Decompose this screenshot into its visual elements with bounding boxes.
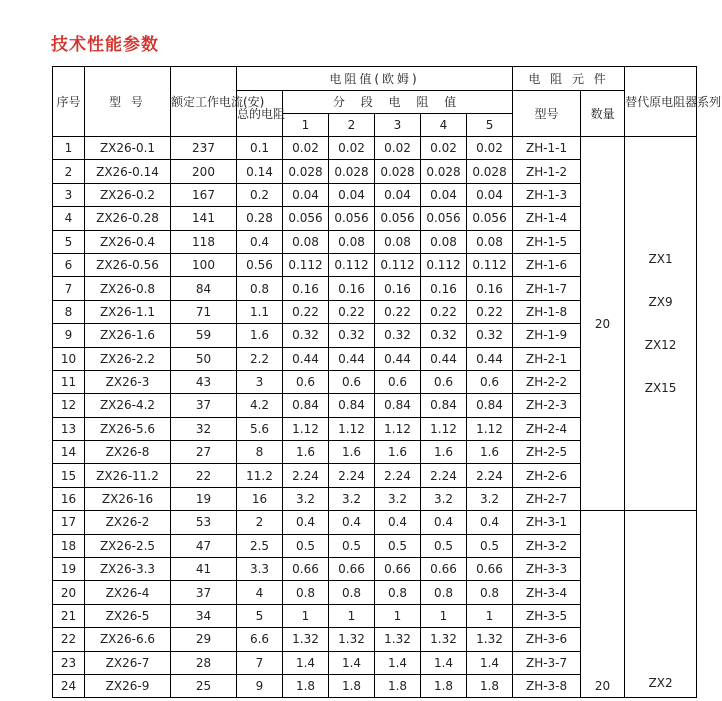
segment-2-cell: 1.12 xyxy=(329,417,375,440)
current-cell: 32 xyxy=(171,417,237,440)
header-element-model: 型号 xyxy=(513,91,581,137)
segment-3-cell: 0.112 xyxy=(375,253,421,276)
model-cell: ZX26-3.3 xyxy=(85,558,171,581)
segment-3-cell: 0.028 xyxy=(375,160,421,183)
seq-cell: 10 xyxy=(53,347,85,370)
total-resistance-cell: 7 xyxy=(237,651,283,674)
segment-4-cell: 0.8 xyxy=(421,581,467,604)
segment-1-cell: 0.6 xyxy=(283,370,329,393)
segment-5-cell: 3.2 xyxy=(467,487,513,510)
element-model-cell: ZH-3-5 xyxy=(513,604,581,627)
segment-1-cell: 0.66 xyxy=(283,558,329,581)
segment-3-cell: 0.84 xyxy=(375,394,421,417)
current-cell: 29 xyxy=(171,628,237,651)
total-resistance-cell: 0.2 xyxy=(237,183,283,206)
segment-4-cell: 0.02 xyxy=(421,137,467,160)
quantity-cell: 20 xyxy=(581,137,625,511)
segment-4-cell: 0.16 xyxy=(421,277,467,300)
total-resistance-cell: 0.4 xyxy=(237,230,283,253)
segment-3-cell: 0.44 xyxy=(375,347,421,370)
total-resistance-cell: 5 xyxy=(237,604,283,627)
replace-series-item: ZX15 xyxy=(644,380,677,395)
total-resistance-cell: 16 xyxy=(237,487,283,510)
current-cell: 25 xyxy=(171,674,237,697)
model-cell: ZX26-3 xyxy=(85,370,171,393)
segment-3-cell: 0.4 xyxy=(375,511,421,534)
segment-5-cell: 0.028 xyxy=(467,160,513,183)
total-resistance-cell: 0.28 xyxy=(237,207,283,230)
model-cell: ZX26-2.2 xyxy=(85,347,171,370)
segment-4-cell: 0.22 xyxy=(421,300,467,323)
segment-5-cell: 0.8 xyxy=(467,581,513,604)
current-cell: 237 xyxy=(171,137,237,160)
segment-2-cell: 1.8 xyxy=(329,674,375,697)
segment-1-cell: 0.84 xyxy=(283,394,329,417)
current-cell: 43 xyxy=(171,370,237,393)
segment-3-cell: 0.22 xyxy=(375,300,421,323)
total-resistance-cell: 11.2 xyxy=(237,464,283,487)
total-resistance-cell: 4 xyxy=(237,581,283,604)
seq-cell: 7 xyxy=(53,277,85,300)
header-seq: 序号 xyxy=(53,67,85,137)
replace-series-cell xyxy=(625,511,697,698)
segment-3-cell: 0.08 xyxy=(375,230,421,253)
segment-2-cell: 0.02 xyxy=(329,137,375,160)
seq-cell: 2 xyxy=(53,160,85,183)
element-model-cell: ZH-1-1 xyxy=(513,137,581,160)
segment-3-cell: 0.32 xyxy=(375,324,421,347)
segment-3-cell: 3.2 xyxy=(375,487,421,510)
header-segment-2: 2 xyxy=(329,114,375,137)
segment-2-cell: 0.4 xyxy=(329,511,375,534)
segment-2-cell: 0.8 xyxy=(329,581,375,604)
segment-3-cell: 1 xyxy=(375,604,421,627)
total-resistance-cell: 2.5 xyxy=(237,534,283,557)
seq-cell: 17 xyxy=(53,511,85,534)
model-cell: ZX26-1.6 xyxy=(85,324,171,347)
segment-4-cell: 0.84 xyxy=(421,394,467,417)
segment-4-cell: 0.056 xyxy=(421,207,467,230)
seq-cell: 22 xyxy=(53,628,85,651)
seq-cell: 5 xyxy=(53,230,85,253)
table-row xyxy=(53,137,697,160)
segment-1-cell: 1.4 xyxy=(283,651,329,674)
total-resistance-cell: 3 xyxy=(237,370,283,393)
segment-4-cell: 1.4 xyxy=(421,651,467,674)
model-cell: ZX26-0.1 xyxy=(85,137,171,160)
segment-1-cell: 3.2 xyxy=(283,487,329,510)
model-cell: ZX26-2.5 xyxy=(85,534,171,557)
total-resistance-cell: 1.1 xyxy=(237,300,283,323)
segment-3-cell: 0.66 xyxy=(375,558,421,581)
segment-1-cell: 0.16 xyxy=(283,277,329,300)
header-segment-1: 1 xyxy=(283,114,329,137)
model-cell: ZX26-4.2 xyxy=(85,394,171,417)
model-cell: ZX26-8 xyxy=(85,441,171,464)
current-cell: 167 xyxy=(171,183,237,206)
segment-2-cell: 0.5 xyxy=(329,534,375,557)
seq-cell: 13 xyxy=(53,417,85,440)
segment-4-cell: 3.2 xyxy=(421,487,467,510)
total-resistance-cell: 1.6 xyxy=(237,324,283,347)
segment-1-cell: 2.24 xyxy=(283,464,329,487)
segment-2-cell: 0.32 xyxy=(329,324,375,347)
total-resistance-cell: 0.8 xyxy=(237,277,283,300)
segment-4-cell: 0.08 xyxy=(421,230,467,253)
element-model-cell: ZH-1-9 xyxy=(513,324,581,347)
header-segment-3: 3 xyxy=(375,114,421,137)
seq-cell: 8 xyxy=(53,300,85,323)
segment-5-cell: 1.8 xyxy=(467,674,513,697)
segment-4-cell: 1 xyxy=(421,604,467,627)
total-resistance-cell: 4.2 xyxy=(237,394,283,417)
model-cell: ZX26-16 xyxy=(85,487,171,510)
segment-5-cell: 0.08 xyxy=(467,230,513,253)
segment-1-cell: 0.056 xyxy=(283,207,329,230)
seq-cell: 24 xyxy=(53,674,85,697)
current-cell: 53 xyxy=(171,511,237,534)
current-cell: 141 xyxy=(171,207,237,230)
segment-5-cell: 0.22 xyxy=(467,300,513,323)
total-resistance-cell: 0.14 xyxy=(237,160,283,183)
segment-4-cell: 0.66 xyxy=(421,558,467,581)
segment-1-cell: 1.32 xyxy=(283,628,329,651)
quantity-cell: 20 xyxy=(581,511,625,698)
element-model-cell: ZH-2-5 xyxy=(513,441,581,464)
replace-series-cell xyxy=(625,137,697,511)
element-model-cell: ZH-3-8 xyxy=(513,674,581,697)
table-row xyxy=(53,511,697,534)
replace-series-item: ZX2 xyxy=(648,676,673,691)
segment-4-cell: 0.32 xyxy=(421,324,467,347)
segment-1-cell: 0.4 xyxy=(283,511,329,534)
seq-cell: 20 xyxy=(53,581,85,604)
element-model-cell: ZH-3-1 xyxy=(513,511,581,534)
element-model-cell: ZH-3-7 xyxy=(513,651,581,674)
segment-4-cell: 1.6 xyxy=(421,441,467,464)
current-cell: 59 xyxy=(171,324,237,347)
element-model-cell: ZH-2-4 xyxy=(513,417,581,440)
segment-2-cell: 1.4 xyxy=(329,651,375,674)
segment-3-cell: 0.6 xyxy=(375,370,421,393)
segment-2-cell: 0.44 xyxy=(329,347,375,370)
seq-cell: 1 xyxy=(53,137,85,160)
segment-1-cell: 0.02 xyxy=(283,137,329,160)
model-cell: ZX26-1.1 xyxy=(85,300,171,323)
segment-1-cell: 1.8 xyxy=(283,674,329,697)
current-cell: 100 xyxy=(171,253,237,276)
segment-5-cell: 0.04 xyxy=(467,183,513,206)
current-cell: 47 xyxy=(171,534,237,557)
replace-series-list xyxy=(625,238,696,410)
model-cell: ZX26-0.28 xyxy=(85,207,171,230)
current-cell: 19 xyxy=(171,487,237,510)
seq-cell: 6 xyxy=(53,253,85,276)
model-cell: ZX26-0.8 xyxy=(85,277,171,300)
total-resistance-cell: 8 xyxy=(237,441,283,464)
replace-series-list xyxy=(625,673,696,693)
segment-5-cell: 1 xyxy=(467,604,513,627)
total-resistance-cell: 6.6 xyxy=(237,628,283,651)
element-model-cell: ZH-1-7 xyxy=(513,277,581,300)
model-cell: ZX26-0.2 xyxy=(85,183,171,206)
segment-3-cell: 2.24 xyxy=(375,464,421,487)
segment-3-cell: 0.04 xyxy=(375,183,421,206)
seq-cell: 11 xyxy=(53,370,85,393)
segment-5-cell: 0.4 xyxy=(467,511,513,534)
segment-3-cell: 1.6 xyxy=(375,441,421,464)
element-model-cell: ZH-1-3 xyxy=(513,183,581,206)
seq-cell: 19 xyxy=(53,558,85,581)
segment-5-cell: 0.112 xyxy=(467,253,513,276)
segment-5-cell: 0.32 xyxy=(467,324,513,347)
segment-1-cell: 0.028 xyxy=(283,160,329,183)
segment-5-cell: 0.056 xyxy=(467,207,513,230)
element-model-cell: ZH-2-1 xyxy=(513,347,581,370)
total-resistance-cell: 9 xyxy=(237,674,283,697)
current-cell: 84 xyxy=(171,277,237,300)
segment-4-cell: 0.6 xyxy=(421,370,467,393)
segment-4-cell: 0.5 xyxy=(421,534,467,557)
segment-2-cell: 0.028 xyxy=(329,160,375,183)
model-cell: ZX26-2 xyxy=(85,511,171,534)
segment-4-cell: 0.04 xyxy=(421,183,467,206)
model-cell: ZX26-11.2 xyxy=(85,464,171,487)
segment-1-cell: 0.8 xyxy=(283,581,329,604)
current-cell: 71 xyxy=(171,300,237,323)
header-current: 额定工作电流(安) xyxy=(171,67,237,137)
element-model-cell: ZH-2-2 xyxy=(513,370,581,393)
element-model-cell: ZH-2-3 xyxy=(513,394,581,417)
segment-3-cell: 0.5 xyxy=(375,534,421,557)
segment-2-cell: 0.6 xyxy=(329,370,375,393)
header-segment-4: 4 xyxy=(421,114,467,137)
segment-1-cell: 1.12 xyxy=(283,417,329,440)
seq-cell: 15 xyxy=(53,464,85,487)
segment-2-cell: 0.16 xyxy=(329,277,375,300)
model-cell: ZX26-4 xyxy=(85,581,171,604)
segment-3-cell: 1.12 xyxy=(375,417,421,440)
segment-5-cell: 0.02 xyxy=(467,137,513,160)
segment-5-cell: 1.4 xyxy=(467,651,513,674)
segment-1-cell: 0.08 xyxy=(283,230,329,253)
model-cell: ZX26-0.4 xyxy=(85,230,171,253)
segment-5-cell: 0.44 xyxy=(467,347,513,370)
element-model-cell: ZH-1-4 xyxy=(513,207,581,230)
segment-4-cell: 1.12 xyxy=(421,417,467,440)
seq-cell: 18 xyxy=(53,534,85,557)
segment-3-cell: 0.16 xyxy=(375,277,421,300)
table-body xyxy=(53,137,697,698)
segment-2-cell: 2.24 xyxy=(329,464,375,487)
element-model-cell: ZH-2-6 xyxy=(513,464,581,487)
element-model-cell: ZH-3-4 xyxy=(513,581,581,604)
segment-1-cell: 0.32 xyxy=(283,324,329,347)
replace-series-item: ZX9 xyxy=(648,294,673,309)
total-resistance-cell: 3.3 xyxy=(237,558,283,581)
total-resistance-cell: 0.56 xyxy=(237,253,283,276)
header-total: 总的电阻 xyxy=(237,91,283,137)
total-resistance-cell: 5.6 xyxy=(237,417,283,440)
header-segment-5: 5 xyxy=(467,114,513,137)
element-model-cell: ZH-2-7 xyxy=(513,487,581,510)
seq-cell: 21 xyxy=(53,604,85,627)
total-resistance-cell: 2 xyxy=(237,511,283,534)
segment-2-cell: 0.84 xyxy=(329,394,375,417)
segment-2-cell: 0.04 xyxy=(329,183,375,206)
current-cell: 200 xyxy=(171,160,237,183)
current-cell: 37 xyxy=(171,394,237,417)
element-model-cell: ZH-1-2 xyxy=(513,160,581,183)
segment-1-cell: 0.5 xyxy=(283,534,329,557)
segment-3-cell: 1.32 xyxy=(375,628,421,651)
segment-5-cell: 1.12 xyxy=(467,417,513,440)
seq-cell: 23 xyxy=(53,651,85,674)
segment-2-cell: 1.6 xyxy=(329,441,375,464)
header-element-group: 电 阻 元 件 xyxy=(513,67,625,91)
seq-cell: 3 xyxy=(53,183,85,206)
element-model-cell: ZH-3-3 xyxy=(513,558,581,581)
segment-2-cell: 1 xyxy=(329,604,375,627)
segment-5-cell: 1.6 xyxy=(467,441,513,464)
segment-1-cell: 1.6 xyxy=(283,441,329,464)
segment-4-cell: 0.112 xyxy=(421,253,467,276)
current-cell: 27 xyxy=(171,441,237,464)
segment-5-cell: 0.6 xyxy=(467,370,513,393)
model-cell: ZX26-6.6 xyxy=(85,628,171,651)
model-cell: ZX26-0.14 xyxy=(85,160,171,183)
segment-1-cell: 0.44 xyxy=(283,347,329,370)
model-cell: ZX26-0.56 xyxy=(85,253,171,276)
segment-1-cell: 0.112 xyxy=(283,253,329,276)
spec-table xyxy=(52,66,722,698)
segment-4-cell: 0.028 xyxy=(421,160,467,183)
segment-5-cell: 0.5 xyxy=(467,534,513,557)
replace-series-item: ZX1 xyxy=(648,251,673,266)
segment-3-cell: 0.8 xyxy=(375,581,421,604)
segment-3-cell: 0.056 xyxy=(375,207,421,230)
header-resistance-group: 电阻值(欧姆) xyxy=(237,67,513,91)
segment-4-cell: 2.24 xyxy=(421,464,467,487)
segment-3-cell: 1.8 xyxy=(375,674,421,697)
segment-1-cell: 0.04 xyxy=(283,183,329,206)
model-cell: ZX26-5.6 xyxy=(85,417,171,440)
element-model-cell: ZH-3-6 xyxy=(513,628,581,651)
segment-1-cell: 0.22 xyxy=(283,300,329,323)
seq-cell: 14 xyxy=(53,441,85,464)
page-title: 技术性能参数 xyxy=(51,35,159,55)
segment-4-cell: 1.32 xyxy=(421,628,467,651)
current-cell: 34 xyxy=(171,604,237,627)
seq-cell: 4 xyxy=(53,207,85,230)
segment-4-cell: 0.44 xyxy=(421,347,467,370)
model-cell: ZX26-7 xyxy=(85,651,171,674)
header-model: 型 号 xyxy=(85,67,171,137)
element-model-cell: ZH-1-8 xyxy=(513,300,581,323)
segment-2-cell: 0.08 xyxy=(329,230,375,253)
model-cell: ZX26-9 xyxy=(85,674,171,697)
segment-2-cell: 1.32 xyxy=(329,628,375,651)
segment-5-cell: 0.84 xyxy=(467,394,513,417)
segment-3-cell: 1.4 xyxy=(375,651,421,674)
current-cell: 22 xyxy=(171,464,237,487)
segment-4-cell: 1.8 xyxy=(421,674,467,697)
segment-2-cell: 0.66 xyxy=(329,558,375,581)
element-model-cell: ZH-3-2 xyxy=(513,534,581,557)
header-segments: 分 段 电 阻 值 xyxy=(283,91,513,114)
segment-2-cell: 0.056 xyxy=(329,207,375,230)
segment-5-cell: 2.24 xyxy=(467,464,513,487)
segment-2-cell: 0.112 xyxy=(329,253,375,276)
header-quantity: 数量 xyxy=(581,91,625,137)
segment-2-cell: 0.22 xyxy=(329,300,375,323)
current-cell: 118 xyxy=(171,230,237,253)
replace-series-item: ZX12 xyxy=(644,337,677,352)
element-model-cell: ZH-1-5 xyxy=(513,230,581,253)
segment-5-cell: 1.32 xyxy=(467,628,513,651)
segment-3-cell: 0.02 xyxy=(375,137,421,160)
current-cell: 37 xyxy=(171,581,237,604)
header-replace: 替代原电阻器系列 xyxy=(625,67,697,137)
segment-1-cell: 1 xyxy=(283,604,329,627)
segment-5-cell: 0.66 xyxy=(467,558,513,581)
current-cell: 28 xyxy=(171,651,237,674)
seq-cell: 16 xyxy=(53,487,85,510)
segment-4-cell: 0.4 xyxy=(421,511,467,534)
current-cell: 50 xyxy=(171,347,237,370)
seq-cell: 12 xyxy=(53,394,85,417)
current-cell: 41 xyxy=(171,558,237,581)
seq-cell: 9 xyxy=(53,324,85,347)
total-resistance-cell: 0.1 xyxy=(237,137,283,160)
element-model-cell: ZH-1-6 xyxy=(513,253,581,276)
model-cell: ZX26-5 xyxy=(85,604,171,627)
segment-5-cell: 0.16 xyxy=(467,277,513,300)
segment-2-cell: 3.2 xyxy=(329,487,375,510)
total-resistance-cell: 2.2 xyxy=(237,347,283,370)
